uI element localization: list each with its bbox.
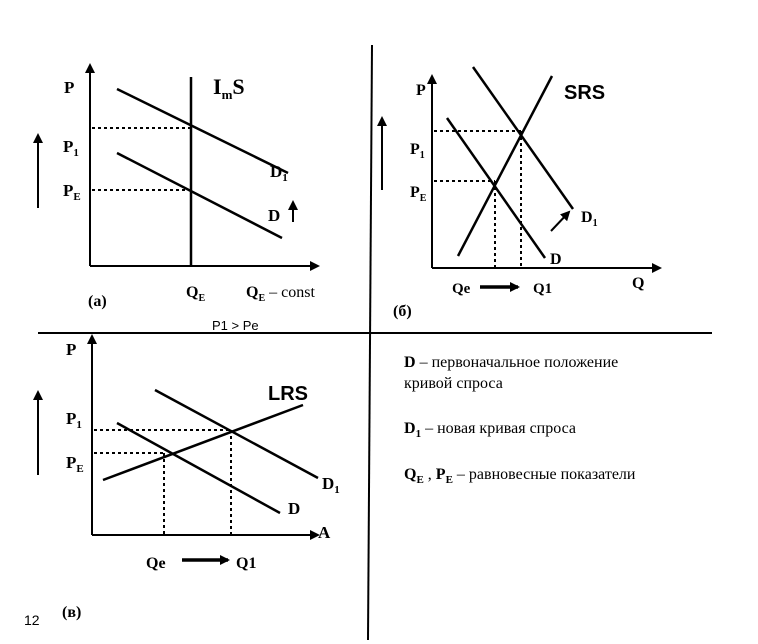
panel-b-d1-label: $D_1$ [581,209,598,229]
panel-a-p-label: P [64,78,75,97]
panel-a-supply-label: $I_mS$ [213,74,245,102]
panel-c-p-label: P [66,340,77,359]
legend-line-1-cont: кривой спроса [404,375,503,392]
legend-line-2: $D_1$ – новая кривая спроса [404,420,577,440]
panel-a-d1-label: $D_1$ [270,162,288,184]
panel-a-qe-label: $Q_E$ [186,284,206,304]
panel-c-supply-label: LRS [268,383,308,405]
panel-c-q1-label: Q1 [236,555,257,572]
panel-b-p-label: P [416,82,426,99]
panel-a [38,65,318,333]
panel-c-d-label: D [288,499,301,518]
panel-a-pe-label: $P_E$ [63,181,81,203]
panel-a-demand-d1 [117,89,288,173]
panel-b [382,67,660,320]
panel-c-a-axis-label: A [318,523,331,542]
vertical-divider [368,45,372,640]
panel-b-d-shift-arrow [551,212,569,231]
panel-a-demand-d [117,153,282,238]
panel-b-supply-label: SRS [564,82,606,104]
panel-b-q-axis-label: Q [632,275,645,292]
panel-a-qe-const-label: $Q_E$ – const [246,284,315,304]
panel-b-d-label: D [550,251,562,268]
panel-c-demand-d [117,423,280,513]
panel-b-q1-label: Q1 [533,281,553,297]
panel-c-tag: (в) [62,604,82,621]
panel-c-qe-label: Qe [146,555,166,572]
panel-c-p1-label: $P_1$ [66,409,82,431]
panel-b-tag: (б) [393,303,412,320]
panel-a-d-label: D [268,206,281,225]
panel-c-d1-label: $D_1$ [322,474,340,496]
panel-a-tag: (а) [88,293,107,310]
panel-a-note: P1 > Pe [212,318,259,333]
page-number: 12 [24,612,40,628]
panel-b-demand-d1 [473,67,573,209]
panel-b-supply-curve [458,76,552,256]
panel-b-qe-label: Qe [452,281,471,297]
legend-line-1: D – первоначальное положение [404,354,619,371]
legend [404,354,636,486]
panel-b-p1-label: $P_1$ [410,141,425,161]
panel-c [38,336,340,621]
panel-b-pe-label: $P_E$ [410,184,427,204]
panel-a-p1-label: $P_1$ [63,137,79,159]
legend-line-3: $Q_E$ , $P_E$ – равновесные показатели [404,466,636,486]
panel-c-pe-label: $P_E$ [66,453,84,475]
